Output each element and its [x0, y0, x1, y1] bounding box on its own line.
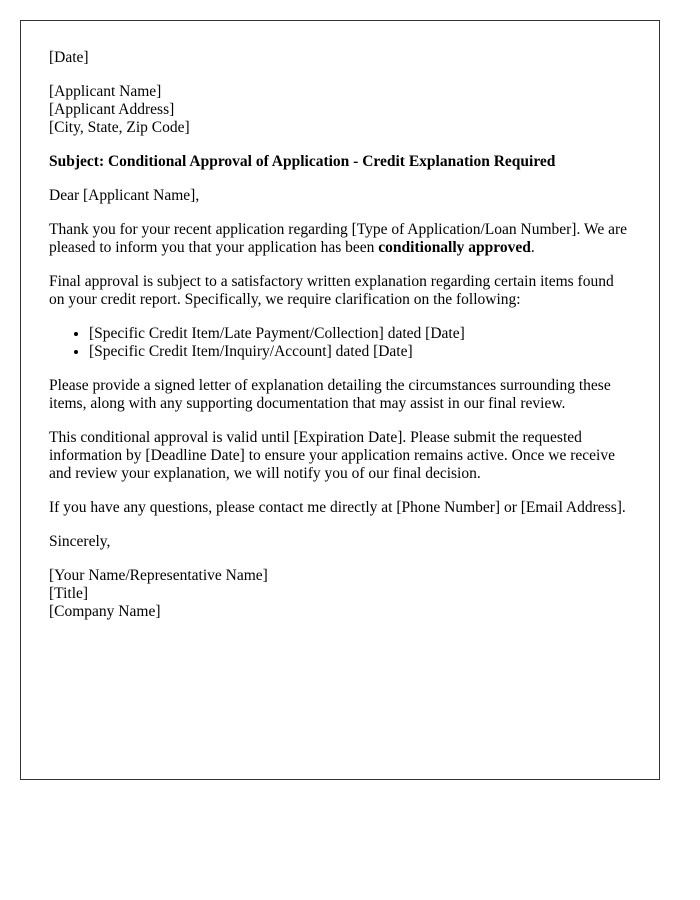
signer-company: [Company Name]	[49, 603, 161, 620]
paragraph-intro-text: Thank you for your recent application regarding [Type of Application/Loan Number]. We are pleased to inform you that your application has been	[49, 221, 627, 256]
paragraph-requirements: Final approval is subject to a satisfactory written explanation regarding certain items found on your credit report. Specifically, we require clarification on the following:	[49, 273, 614, 308]
recipient-city-state-zip: [City, State, Zip Code]	[49, 119, 190, 136]
paragraph-validity: This conditional approval is valid until [Expiration Date]. Please submit the requested information by [Deadline Date] to ensure your application remains active. Once we receive and review your explanation, we will notify you of our final decision.	[49, 429, 615, 482]
recipient-address: [Applicant Address]	[49, 101, 175, 118]
signer-title: [Title]	[49, 585, 89, 602]
letter-subject: Subject: Conditional Approval of Application - Credit Explanation Required	[49, 153, 556, 170]
list-item: • [Specific Credit Item/Inquiry/Account] dated [Date]	[89, 343, 631, 361]
letter-salutation: Dear [Applicant Name],	[49, 187, 200, 204]
letter-date	[49, 49, 631, 67]
paragraph-intro	[49, 221, 631, 257]
date-text: [Date]	[49, 49, 89, 66]
paragraph-explanation-request: Please provide a signed letter of explanation detailing the circumstances surrounding these items, along with any supporting documentation that may assist in our final review.	[49, 377, 611, 412]
list-item: • [Specific Credit Item/Late Payment/Collection] dated [Date]	[89, 325, 631, 343]
recipient-name: [Applicant Name]	[49, 83, 162, 100]
approval-status-bold: conditionally approved	[378, 239, 531, 256]
signature-block	[49, 567, 631, 621]
recipient-address-block	[49, 83, 631, 137]
letter-document	[20, 20, 660, 780]
signer-name: [Your Name/Representative Name]	[49, 567, 268, 584]
credit-items-list	[49, 325, 631, 361]
paragraph-intro-end: .	[530, 239, 535, 256]
letter-closing: Sincerely,	[49, 533, 111, 550]
paragraph-contact: If you have any questions, please contact me directly at [Phone Number] or [Email Address].	[49, 499, 626, 516]
